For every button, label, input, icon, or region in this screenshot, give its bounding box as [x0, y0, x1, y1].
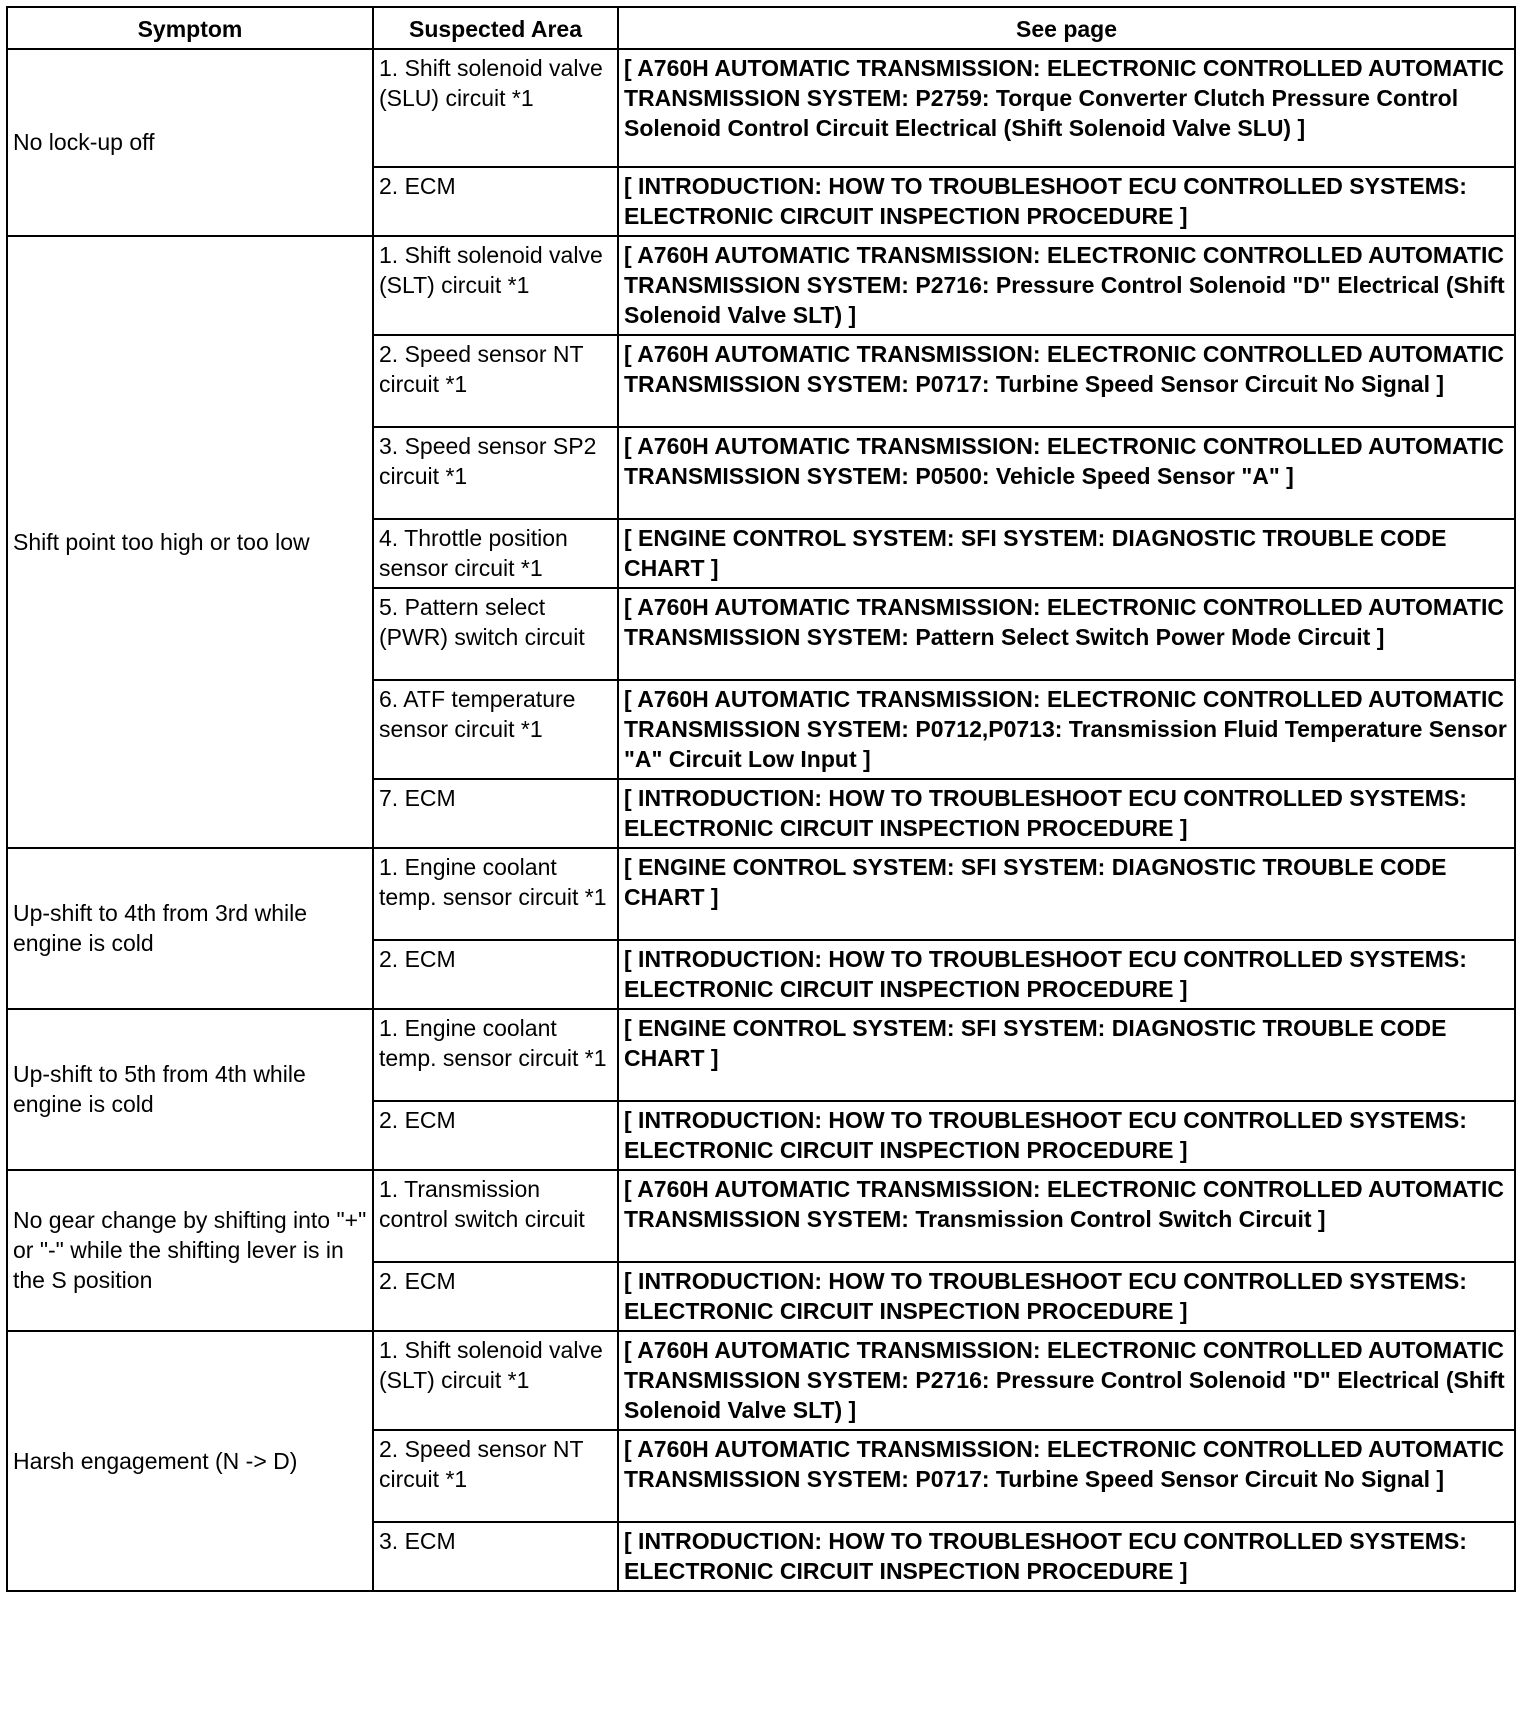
- see-page-reference: [ A760H AUTOMATIC TRANSMISSION: ELECTRONIC CONTROLLED AUTOMATIC TRANSMISSION SYSTEM: P0712,P0713: Transmission Fluid Temperature Sensor "A" Circuit Low Input ]: [618, 680, 1515, 779]
- see-page-reference: [ INTRODUCTION: HOW TO TROUBLESHOOT ECU CONTROLLED SYSTEMS: ELECTRONIC CIRCUIT INSPECTION PROCEDURE ]: [618, 167, 1515, 236]
- see-page-reference: [ A760H AUTOMATIC TRANSMISSION: ELECTRONIC CONTROLLED AUTOMATIC TRANSMISSION SYSTEM: P2716: Pressure Control Solenoid "D" Electrical (Shift Solenoid Valve SLT) ]: [618, 1331, 1515, 1430]
- see-page-reference: [ INTRODUCTION: HOW TO TROUBLESHOOT ECU CONTROLLED SYSTEMS: ELECTRONIC CIRCUIT INSPECTION PROCEDURE ]: [618, 1262, 1515, 1331]
- suspected-area-cell: 5. Pattern select (PWR) switch circuit: [373, 588, 618, 680]
- suspected-area-cell: 1. Engine coolant temp. sensor circuit *1: [373, 848, 618, 940]
- see-page-reference: [ A760H AUTOMATIC TRANSMISSION: ELECTRONIC CONTROLLED AUTOMATIC TRANSMISSION SYSTEM: P0717: Turbine Speed Sensor Circuit No Signal ]: [618, 1430, 1515, 1522]
- header-see-page: See page: [618, 7, 1515, 49]
- see-page-reference: [ INTRODUCTION: HOW TO TROUBLESHOOT ECU CONTROLLED SYSTEMS: ELECTRONIC CIRCUIT INSPECTION PROCEDURE ]: [618, 940, 1515, 1009]
- header-row: [7, 7, 1515, 49]
- suspected-area-cell: 2. ECM: [373, 167, 618, 236]
- table-body: [7, 49, 1515, 1591]
- table-row: [7, 848, 1515, 940]
- symptom-cell: No lock-up off: [7, 49, 373, 236]
- table-row: [7, 1331, 1515, 1430]
- suspected-area-cell: 4. Throttle position sensor circuit *1: [373, 519, 618, 588]
- table-row: [7, 49, 1515, 167]
- see-page-reference: [ ENGINE CONTROL SYSTEM: SFI SYSTEM: DIAGNOSTIC TROUBLE CODE CHART ]: [618, 848, 1515, 940]
- suspected-area-cell: 3. ECM: [373, 1522, 618, 1591]
- suspected-area-cell: 2. ECM: [373, 1262, 618, 1331]
- suspected-area-cell: 1. Shift solenoid valve (SLU) circuit *1: [373, 49, 618, 167]
- symptom-cell: Up-shift to 4th from 3rd while engine is cold: [7, 848, 373, 1009]
- suspected-area-cell: 2. Speed sensor NT circuit *1: [373, 1430, 618, 1522]
- symptom-cell: Shift point too high or too low: [7, 236, 373, 848]
- see-page-reference: [ A760H AUTOMATIC TRANSMISSION: ELECTRONIC CONTROLLED AUTOMATIC TRANSMISSION SYSTEM: P2716: Pressure Control Solenoid "D" Electrical (Shift Solenoid Valve SLT) ]: [618, 236, 1515, 335]
- suspected-area-cell: 1. Transmission control switch circuit: [373, 1170, 618, 1262]
- see-page-reference: [ A760H AUTOMATIC TRANSMISSION: ELECTRONIC CONTROLLED AUTOMATIC TRANSMISSION SYSTEM: P2759: Torque Converter Clutch Pressure Control Solenoid Control Circuit Electrical (Shift Solenoid Valve SLU) ]: [618, 49, 1515, 167]
- see-page-reference: [ ENGINE CONTROL SYSTEM: SFI SYSTEM: DIAGNOSTIC TROUBLE CODE CHART ]: [618, 519, 1515, 588]
- troubleshooting-table: [6, 6, 1516, 1592]
- see-page-reference: [ A760H AUTOMATIC TRANSMISSION: ELECTRONIC CONTROLLED AUTOMATIC TRANSMISSION SYSTEM: P0500: Vehicle Speed Sensor "A" ]: [618, 427, 1515, 519]
- suspected-area-cell: 2. Speed sensor NT circuit *1: [373, 335, 618, 427]
- suspected-area-cell: 1. Shift solenoid valve (SLT) circuit *1: [373, 1331, 618, 1430]
- table-row: [7, 236, 1515, 335]
- header-symptom: Symptom: [7, 7, 373, 49]
- header-suspected-area: Suspected Area: [373, 7, 618, 49]
- suspected-area-cell: 7. ECM: [373, 779, 618, 848]
- see-page-reference: [ INTRODUCTION: HOW TO TROUBLESHOOT ECU CONTROLLED SYSTEMS: ELECTRONIC CIRCUIT INSPECTION PROCEDURE ]: [618, 1101, 1515, 1170]
- suspected-area-cell: 6. ATF temperature sensor circuit *1: [373, 680, 618, 779]
- suspected-area-cell: 2. ECM: [373, 1101, 618, 1170]
- see-page-reference: [ A760H AUTOMATIC TRANSMISSION: ELECTRONIC CONTROLLED AUTOMATIC TRANSMISSION SYSTEM: Pattern Select Switch Power Mode Circuit ]: [618, 588, 1515, 680]
- see-page-reference: [ INTRODUCTION: HOW TO TROUBLESHOOT ECU CONTROLLED SYSTEMS: ELECTRONIC CIRCUIT INSPECTION PROCEDURE ]: [618, 779, 1515, 848]
- see-page-reference: [ A760H AUTOMATIC TRANSMISSION: ELECTRONIC CONTROLLED AUTOMATIC TRANSMISSION SYSTEM: P0717: Turbine Speed Sensor Circuit No Signal ]: [618, 335, 1515, 427]
- suspected-area-cell: 1. Engine coolant temp. sensor circuit *1: [373, 1009, 618, 1101]
- see-page-reference: [ INTRODUCTION: HOW TO TROUBLESHOOT ECU CONTROLLED SYSTEMS: ELECTRONIC CIRCUIT INSPECTION PROCEDURE ]: [618, 1522, 1515, 1591]
- see-page-reference: [ A760H AUTOMATIC TRANSMISSION: ELECTRONIC CONTROLLED AUTOMATIC TRANSMISSION SYSTEM: Transmission Control Switch Circuit ]: [618, 1170, 1515, 1262]
- see-page-reference: [ ENGINE CONTROL SYSTEM: SFI SYSTEM: DIAGNOSTIC TROUBLE CODE CHART ]: [618, 1009, 1515, 1101]
- suspected-area-cell: 2. ECM: [373, 940, 618, 1009]
- table-header: [7, 7, 1515, 49]
- table-row: [7, 1170, 1515, 1262]
- suspected-area-cell: 3. Speed sensor SP2 circuit *1: [373, 427, 618, 519]
- symptom-cell: No gear change by shifting into "+" or "-" while the shifting lever is in the S position: [7, 1170, 373, 1331]
- table-row: [7, 1009, 1515, 1101]
- symptom-cell: Up-shift to 5th from 4th while engine is cold: [7, 1009, 373, 1170]
- suspected-area-cell: 1. Shift solenoid valve (SLT) circuit *1: [373, 236, 618, 335]
- symptom-cell: Harsh engagement (N -> D): [7, 1331, 373, 1591]
